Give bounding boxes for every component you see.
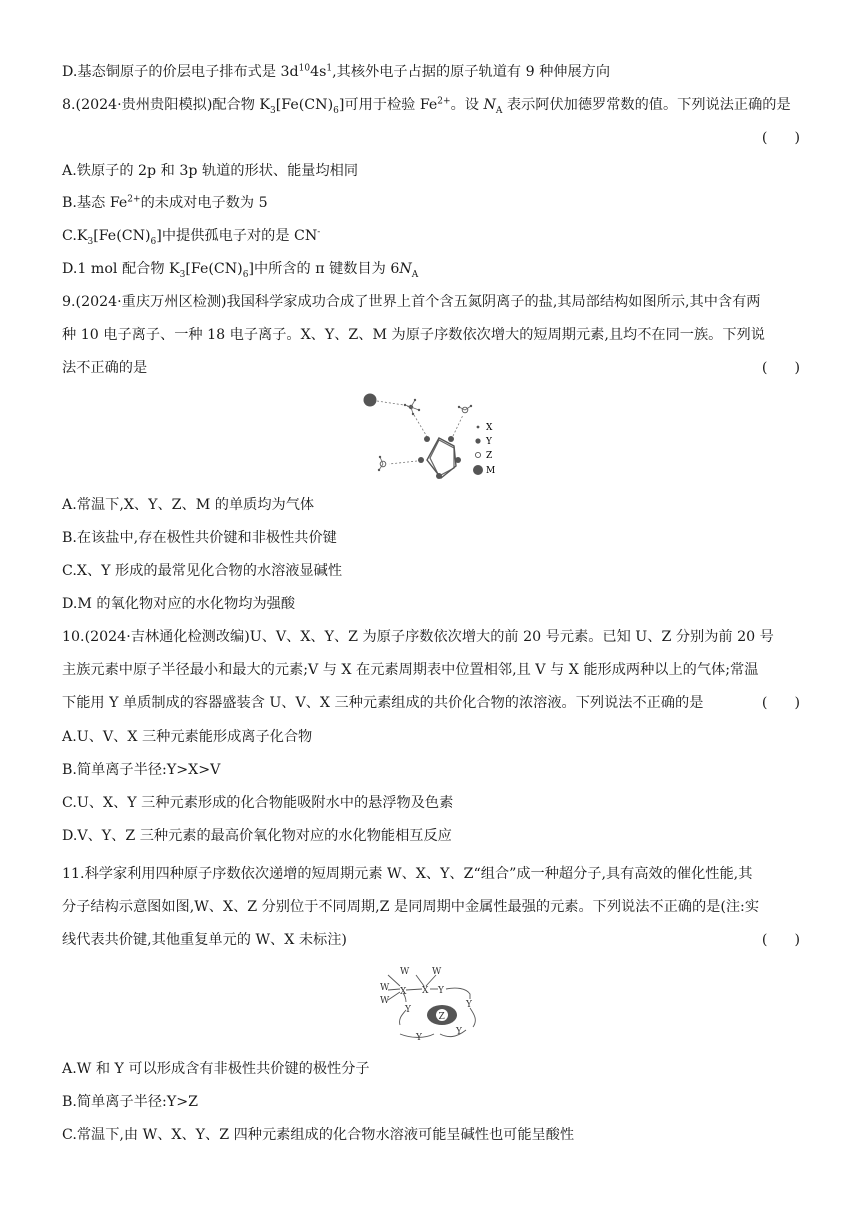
q11-option-a[interactable]: A.W 和 Y 可以形成含有非极性共价键的极性分子 — [62, 1061, 370, 1077]
q9-option-b[interactable]: B.在该盐中,存在极性共价键和非极性共价键 — [62, 530, 337, 546]
q10-answer-paren[interactable]: ( ) — [761, 695, 800, 711]
legend-m-label: M — [486, 466, 496, 476]
x-label: X — [400, 987, 407, 997]
q9-structure-figure — [355, 388, 505, 484]
legend-z-marker — [475, 452, 480, 457]
m-atom — [364, 394, 377, 407]
q8-option-c[interactable]: $C.K_3[Fe(CN)_6]$中提供孤电子对的是 CN- — [62, 227, 321, 247]
legend-z-label: Z — [486, 451, 493, 461]
w-label: W — [380, 996, 390, 1006]
q9-stem-line-3: 法不正确的是 — [62, 360, 148, 376]
q10-stem-line-1: 10.(2024·吉林通化检测改编)U、V、X、Y、Z 为原子序数依次增大的前 20 号元素。已知 U、Z 分别为前 20 号 — [62, 629, 774, 645]
q7-option-d[interactable]: D.基态铜原子的价层电子排布式是 $3d^{10}4s^1$,其核外电子占据的原子轨道有 9 种伸展方向 — [62, 63, 611, 80]
y-label: Y — [456, 1027, 462, 1037]
q11-option-c[interactable]: C.常温下,由 W、X、Y、Z 四种元素组成的化合物水溶液可能呈碱性也可能呈酸性 — [62, 1127, 575, 1143]
legend-x-label: X — [486, 423, 493, 433]
z-label: Z — [438, 1012, 445, 1022]
y-label: Y — [405, 1005, 411, 1015]
q8-option-b[interactable]: B.基态 $Fe^{2+}$的未成对电子数为 5 — [62, 194, 268, 211]
q9-stem-line-2: 种 10 电子离子、一种 18 电子离子。X、Y、Z、M 为原子序数依次增大的短周期元素,且均不在同一族。下列说 — [62, 327, 765, 343]
y-label: Y — [416, 1033, 422, 1043]
q10-stem-line-2: 主族元素中原子半径最小和最大的元素;V 与 X 在元素周期表中位置相邻,且 V 与 X 能形成两种以上的气体;常温 — [62, 662, 759, 678]
q11-stem-line-3: 线代表共价键,其他重复单元的 W、X 未标注) — [62, 932, 347, 948]
q8-option-a[interactable]: A.铁原子的 2p 和 3p 轨道的形状、能量均相同 — [62, 163, 359, 179]
legend-y-label: Y — [486, 437, 492, 447]
q11-supramolecule-figure — [370, 962, 490, 1044]
q8-option-d[interactable]: D.1 mol 配合物 $K_3[Fe(CN)_6]$中所含的 π 键数目为 $6N_A$ — [62, 261, 419, 280]
y-label: Y — [438, 986, 444, 996]
q8-stem: 8.(2024·贵州贵阳模拟)配合物 $K_3[Fe(CN)_6]$可用于检验 $Fe^{2+}$。设 $N_A$ 表示阿伏加德罗常数的值。下列说法正确的是 — [62, 96, 791, 116]
q11-answer-paren[interactable]: ( ) — [761, 932, 800, 948]
q9-option-c[interactable]: C.X、Y 形成的最常见化合物的水溶液显碱性 — [62, 563, 343, 579]
q11-option-b[interactable]: B.简单离子半径:Y>Z — [62, 1094, 198, 1110]
q10-option-b[interactable]: B.简单离子半径:Y>X>V — [62, 762, 221, 778]
q9-answer-paren[interactable]: ( ) — [761, 360, 800, 376]
x-label: X — [422, 986, 429, 996]
q11-stem-line-2: 分子结构示意图如图,W、X、Z 分别位于不同周期,Z 是同周期中金属性最强的元素。下列说法不正确的是(注:实 — [62, 899, 760, 915]
q9-stem-line-1: 9.(2024·重庆万州区检测)我国科学家成功合成了世界上首个含五氮阴离子的盐,其局部结构如图所示,其中含有两 — [62, 294, 761, 310]
q9-option-a[interactable]: A.常温下,X、Y、Z、M 的单质均为气体 — [62, 497, 315, 513]
q10-option-d[interactable]: D.V、Y、Z 三种元素的最高价氧化物对应的水化物能相互反应 — [62, 828, 452, 844]
q11-stem-line-1: 11.科学家利用四种原子序数依次递增的短周期元素 W、X、Y、Z“组合”成一种超分子,具有高效的催化性能,其 — [62, 866, 753, 882]
legend-y-marker — [475, 438, 480, 443]
w-label: W — [380, 983, 390, 993]
q9-option-d[interactable]: D.M 的氧化物对应的水化物均为强酸 — [62, 596, 296, 612]
w-label: W — [400, 967, 410, 977]
y-label: Y — [466, 1000, 472, 1010]
q10-option-a[interactable]: A.U、V、X 三种元素能形成离子化合物 — [62, 729, 313, 745]
q10-stem-line-3: 下能用 Y 单质制成的容器盛装含 U、V、X 三种元素组成的共价化合物的浓溶液。下列说法不正确的是 — [62, 695, 704, 711]
q8-answer-paren[interactable]: ( ) — [761, 130, 800, 146]
legend-m-marker — [473, 465, 483, 475]
legend-x-marker — [477, 426, 480, 429]
w-label: W — [432, 967, 442, 977]
q10-option-c[interactable]: C.U、X、Y 三种元素形成的化合物能吸附水中的悬浮物及色素 — [62, 795, 454, 811]
